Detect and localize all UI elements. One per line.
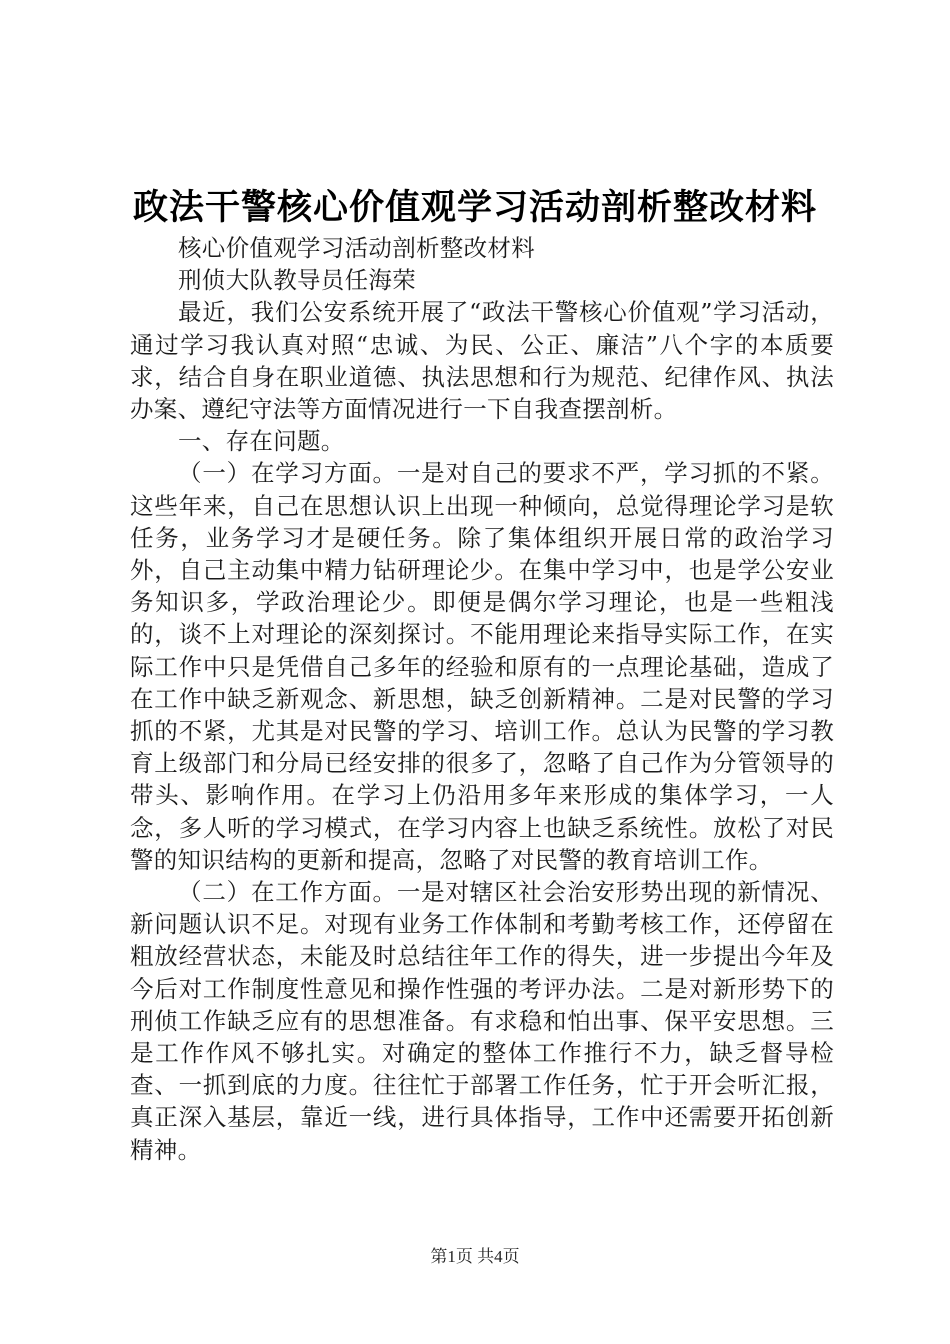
document-body xyxy=(130,232,834,1166)
document-subtitle: 核心价值观学习活动剖析整改材料 xyxy=(178,234,535,262)
page-footer: 第1页 共4页 xyxy=(430,1247,520,1266)
paragraph-study: （一）在学习方面。一是对自己的要求不严，学习抓的不紧。这些年来，自己在思想认识上出现一种倾向，总觉得理论学习是软任务，业务学习才是硬任务。除了集体组织开展日常的政治学习外，自己主动集中精力钻研理论少。在集中学习中，也是学公安业务知识多，学政治理论少。即便是偶尔学习理论，也是一些粗浅的，谈不上对理论的深刻探讨。不能用理论来指导实际工作，在实际工作中只是凭借自己多年的经验和原有的一点理论基础，造成了在工作中缺乏新观念、新思想，缺乏创新精神。二是对民警的学习抓的不紧，尤其是对民警的学习、培训工作。总认为民警的学习教育上级部门和分局已经安排的很多了，忽略了自己作为分管领导的带头、影响作用。在学习上仍沿用多年来形成的集体学习，一人念，多人听的学习模式，在学习内容上也缺乏系统性。放松了对民警的知识结构的更新和提高，忽略了对民警的教育培训工作。 xyxy=(130,459,834,874)
paragraph-work: （二）在工作方面。一是对辖区社会治安形势出现的新情况、新问题认识不足。对现有业务工作体制和考勤考核工作，还停留在粗放经营状态，未能及时总结往年工作的得失，进一步提出今年及今后对工作制度性意见和操作性强的考评办法。二是对新形势下的刑侦工作缺乏应有的思想准备。有求稳和怕出事、保平安思想。三是工作作风不够扎实。对确定的整体工作推行不力，缺乏督导检查、一抓到底的力度。往往忙于部署工作任务，忙于开会听汇报，真正深入基层，靠近一线，进行具体指导，工作中还需要开拓创新精神。 xyxy=(130,878,834,1164)
document-author: 刑侦大队教导员任海荣 xyxy=(178,266,416,295)
document-title: 政法干警核心价值观学习活动剖析整改材料 xyxy=(132,187,817,228)
paragraph-intro: 最近，我们公安系统开展了“政法干警核心价值观”学习活动，通过学习我认真对照“忠诚、为民、公正、廉洁”八个字的本质要求，结合自身在职业道德、执法思想和行为规范、纪律作风、执法办案、遵纪守法等方面情况进行一下自我查摆剖析。 xyxy=(130,298,834,424)
section-heading-problems: 一、存在问题。 xyxy=(178,427,345,456)
